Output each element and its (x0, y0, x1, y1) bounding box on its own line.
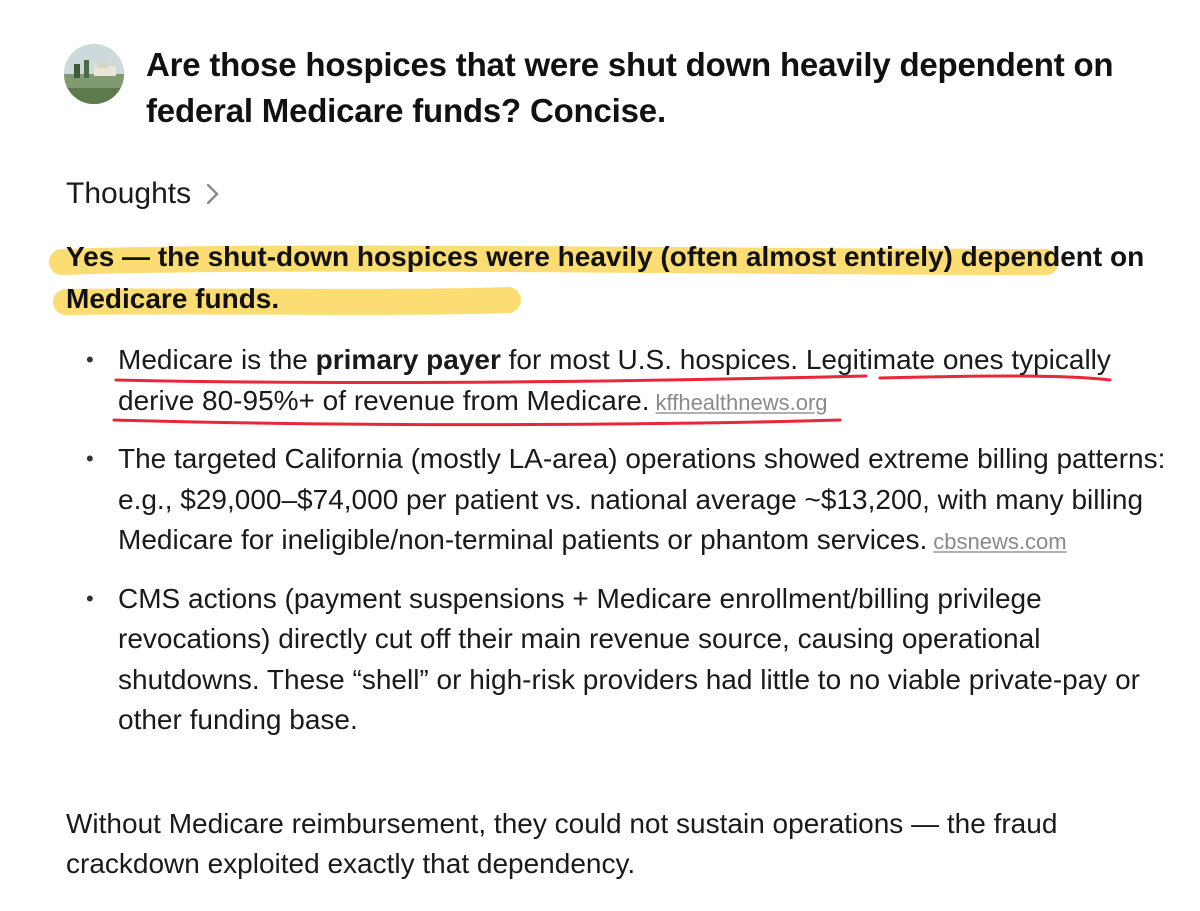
summary-text: Yes — the shut-down hospices were heavily (often almost entirely) dependent on Medicare funds. (66, 241, 1145, 314)
bullet-text: CMS actions (payment suspensions + Medicare enrollment/billing privilege revocations) directly cut off their main revenue source, causing operational shutdowns. These “shell” or high-risk providers had little to no viable private-pay or other funding base. (118, 582, 1140, 735)
user-message-text: Are those hospices that were shut down heavily dependent on federal Medicare funds? Concise. (146, 46, 1114, 129)
bullet-bold-text: primary payer (315, 344, 501, 375)
source-link[interactable]: kffhealthnews.org (655, 389, 828, 415)
bullet-item (86, 579, 1166, 741)
avatar-image (64, 44, 124, 104)
response-bullets (86, 340, 1166, 757)
response-summary (66, 236, 1146, 320)
bullet-text-part1: Medicare is the (118, 344, 316, 375)
bullet-text: The targeted California (mostly LA-area) operations showed extreme billing patterns: e.g., $29,000–$74,000 per patient vs. national average ~$13,200, with many billing Medicare for ineligible/non-terminal patients or phantom services. (118, 443, 1166, 555)
thoughts-toggle[interactable] (66, 174, 225, 214)
bullet-text-part2: for most U.S. hospices. Legitimate ones typically derive 80-95%+ of revenue from Medicare. (118, 344, 1111, 416)
source-link[interactable]: cbsnews.com (933, 529, 1067, 554)
response-conclusion: Without Medicare reimbursement, they could not sustain operations — the fraud crackdown exploited exactly that dependency. (66, 808, 1058, 879)
avatar[interactable] (64, 44, 124, 104)
bullet-item (86, 340, 1166, 423)
chevron-right-icon (201, 179, 225, 209)
bullet-item (86, 439, 1166, 563)
thoughts-label: Thoughts (66, 177, 192, 210)
